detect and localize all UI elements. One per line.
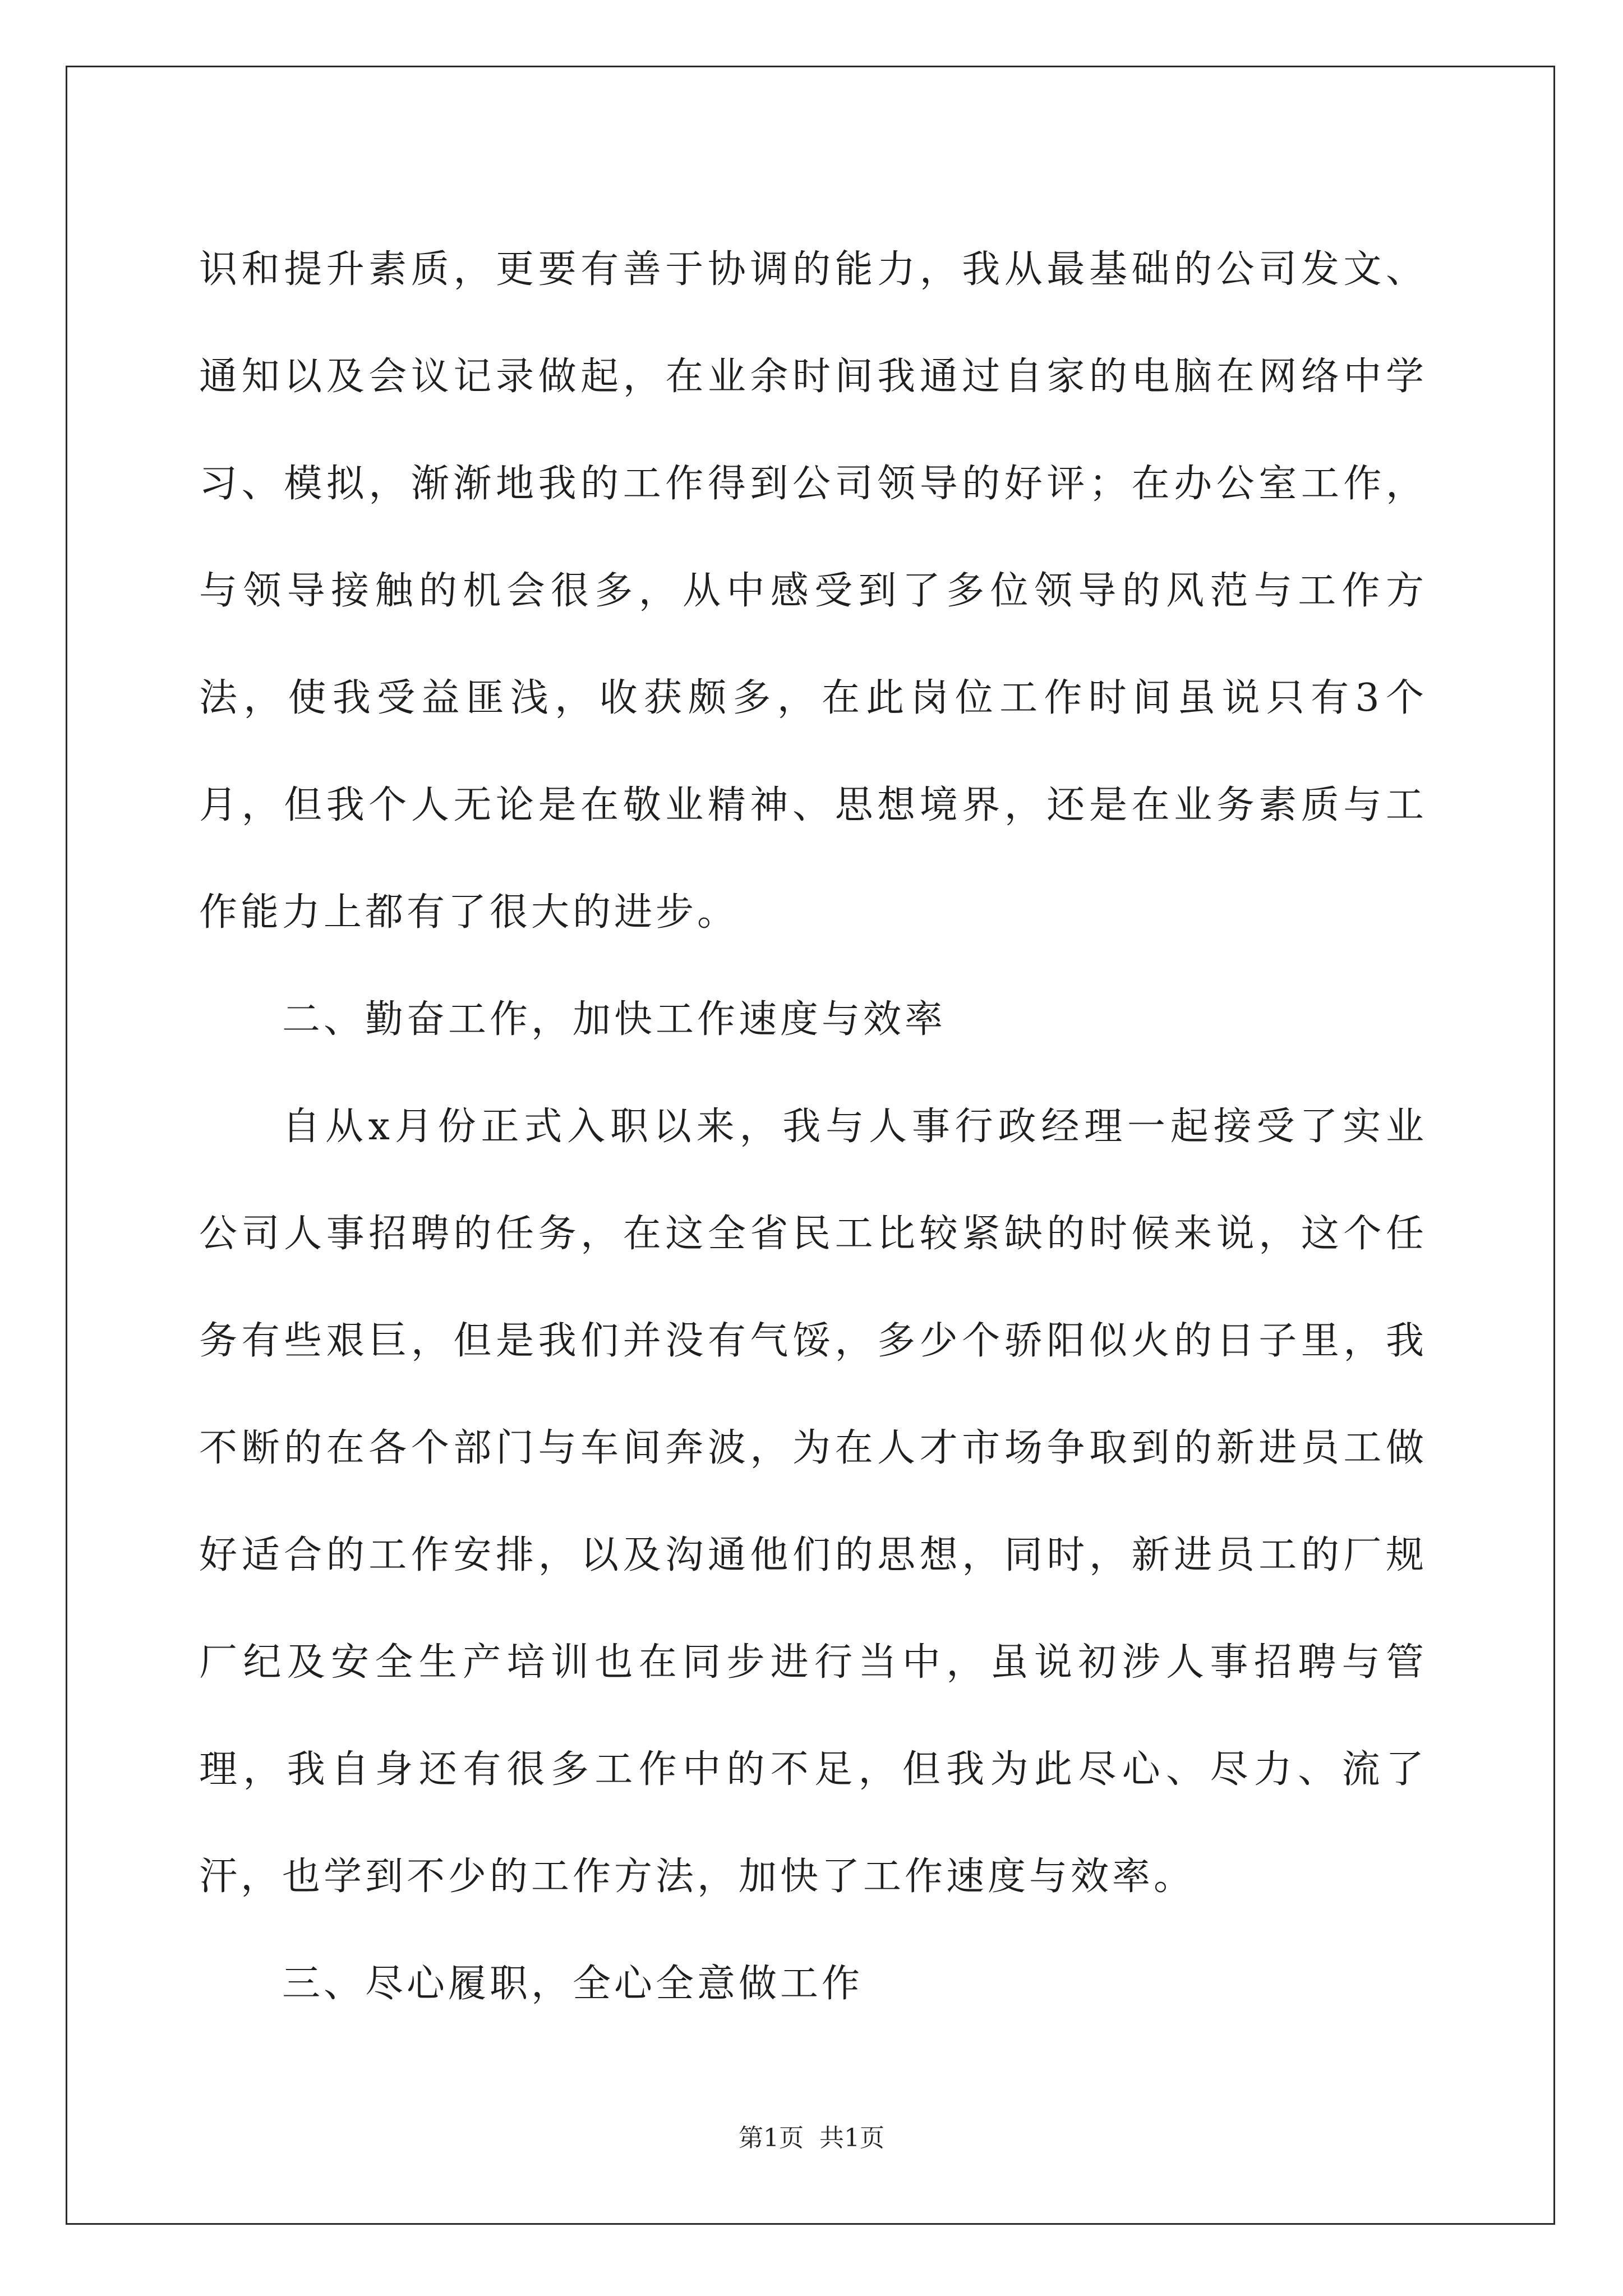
section-heading-2: 二、勤奋工作，加快工作速度与效率 xyxy=(282,997,947,1042)
document-body xyxy=(199,216,1427,2037)
page-footer xyxy=(0,2122,1623,2155)
section-heading-3: 三、尽心履职，全心全意做工作 xyxy=(282,1962,864,2006)
paragraph-2: 自从x月份正式入职以来，我与人事行政经理一起接受了实业公司人事招聘的任务，在这全省民工比较紧缺的时候来说，这个任务有些艰巨，但是我们并没有气馁，多少个骄阳似火的日子里，我不断的在各个部门与车间奔波，为在人才市场争取到的新进员工做好适合的工作安排，以及沟通他们的思想，同时，新进员工的厂规厂纪及安全生产培训也在同步进行当中，虽说初涉人事招聘与管理，我自身还有很多工作中的不足，但我为此尽心、尽力、流了汗，也学到不少的工作方法，加快了工作速度与效率。 xyxy=(199,1105,1427,1899)
page-number-label: 第1页 共1页 xyxy=(739,2124,884,2152)
paragraph-1: 识和提升素质，更要有善于协调的能力，我从最基础的公司发文、通知以及会议记录做起，在业余时间我通过自家的电脑在网络中学习、模拟，渐渐地我的工作得到公司领导的好评；在办公室工作，与领导接触的机会很多，从中感受到了多位领导的风范与工作方法，使我受益匪浅，收获颇多，在此岗位工作时间虽说只有3个月，但我个人无论是在敬业精神、思想境界，还是在业务素质与工作能力上都有了很大的进步。 xyxy=(199,247,1427,935)
